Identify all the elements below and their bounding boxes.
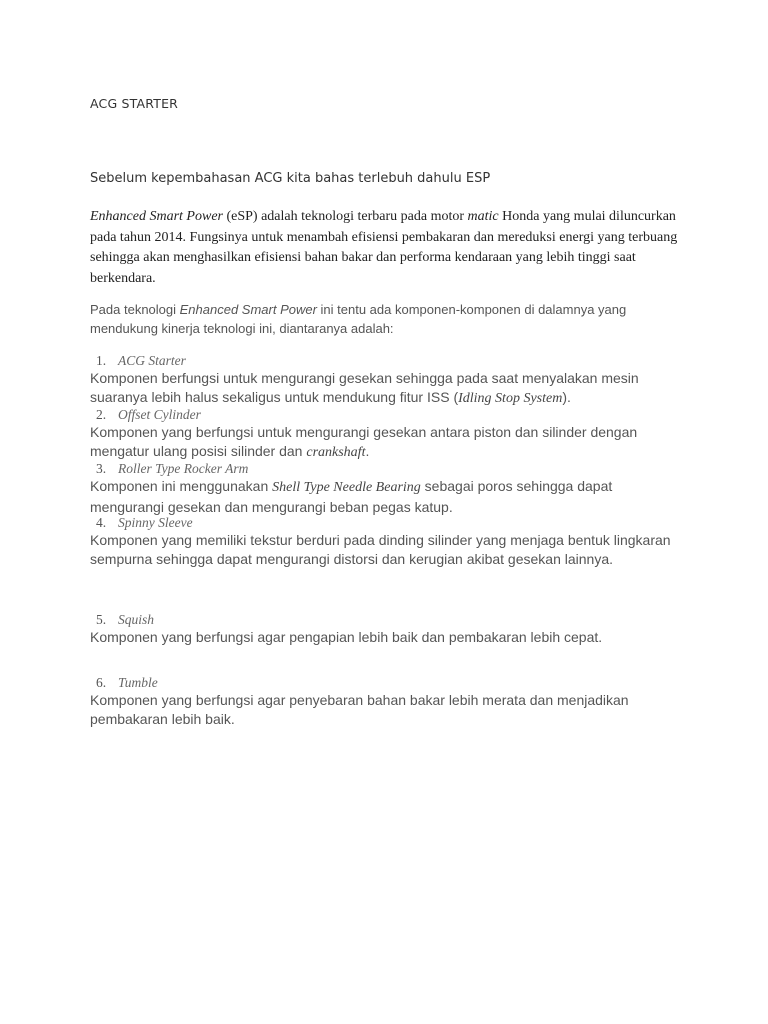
desc-text: Komponen berfungsi untuk mengurangi gesekan sehingga pada saat menyalakan mesin suaranya lebih halus sekaligus untuk mendukung fitur ISS ( xyxy=(90,370,639,405)
intro-sentence: Sebelum kepembahasan ACG kita bahas terlebuh dahulu ESP xyxy=(90,171,491,186)
desc-text: Komponen yang berfungsi agar pengapian lebih baik dan pembakaran lebih cepat. xyxy=(90,629,603,645)
esp-text-a: (eSP) adalah teknologi terbaru pada motor xyxy=(222,209,468,224)
desc-text-end: ). xyxy=(562,388,571,405)
list-item-name: Tumble xyxy=(118,675,158,690)
list-item-number: 3. xyxy=(96,461,107,476)
list-item-name: Spinny Sleeve xyxy=(118,515,193,530)
list-item-description xyxy=(90,369,690,408)
list-item-description xyxy=(90,423,690,462)
list-item-description xyxy=(90,628,690,649)
esp-term: Enhanced Smart Power xyxy=(90,209,223,224)
desc-text: Komponen ini menggunakan xyxy=(90,478,273,494)
list-item-number: 6. xyxy=(96,675,107,690)
esp-matic: matic xyxy=(467,209,499,224)
list-item-acg-starter xyxy=(90,352,690,408)
desc-text-end: . xyxy=(365,442,370,459)
desc-italic: Shell Type Needle Bearing xyxy=(272,480,421,495)
list-item-spinny-sleeve xyxy=(90,514,690,570)
list-item-name: ACG Starter xyxy=(118,353,186,368)
list-item-name: Offset Cylinder xyxy=(118,407,201,422)
desc-italic: Idling Stop System xyxy=(458,390,563,406)
list-item-number: 2. xyxy=(96,407,107,422)
list-item-number: 5. xyxy=(96,612,107,627)
list-item-number: 4. xyxy=(96,515,107,530)
list-item-heading xyxy=(90,514,690,531)
components-intro-prefix: Pada teknologi xyxy=(90,302,180,317)
esp-paragraph xyxy=(90,207,690,289)
list-item-heading xyxy=(90,611,690,628)
list-item-tumble xyxy=(90,674,690,730)
list-item-roller-type-rocker-arm xyxy=(90,460,690,516)
components-intro-term: Enhanced Smart Power xyxy=(179,302,317,317)
list-item-name: Squish xyxy=(118,612,155,627)
list-item-heading xyxy=(90,406,690,423)
desc-text-end: sebagai poros sehingga dapat mengurangi gesekan dan mengurangi beban pegas katup. xyxy=(90,478,613,515)
list-item-heading xyxy=(90,674,690,691)
list-item-description xyxy=(90,691,690,730)
list-item-number: 1. xyxy=(96,353,107,368)
list-item-description xyxy=(90,531,690,570)
list-item-squish xyxy=(90,611,690,649)
list-item-offset-cylinder xyxy=(90,406,690,462)
desc-text: Komponen yang berfungsi agar penyebaran bahan bakar lebih merata dan menjadikan pembakaran lebih baik. xyxy=(90,692,629,727)
desc-text: Komponen yang berfungsi untuk mengurangi gesekan antara piston dan silinder dengan mengatur ulang posisi silinder dan xyxy=(90,424,638,459)
desc-italic: crankshaft xyxy=(306,444,366,460)
components-intro xyxy=(90,300,690,338)
list-item-heading xyxy=(90,352,690,369)
list-item-name: Roller Type Rocker Arm xyxy=(118,461,249,476)
components-intro-suffix: ini tentu ada komponen-komponen di dalamnya yang mendukung kinerja teknologi ini, diantaranya adalah: xyxy=(90,302,627,336)
list-item-description xyxy=(90,477,690,516)
document-title: ACG STARTER xyxy=(90,96,179,111)
esp-text-b: Honda yang mulai diluncurkan pada tahun 2014. Fungsinya untuk menambah efisiensi pembakaran dan mereduksi energi yang terbuang sehingga akan menghasilkan efisiensi bahan bakar dan performa kendaraan yang lebih tinggi saat berkendara. xyxy=(90,209,678,286)
desc-text: Komponen yang memiliki tekstur berduri pada dinding silinder yang menjaga bentuk lingkaran sempurna sehingga dapat mengurangi distorsi dan kerugian akibat gesekan lainnya. xyxy=(90,532,671,567)
list-item-heading xyxy=(90,460,690,477)
